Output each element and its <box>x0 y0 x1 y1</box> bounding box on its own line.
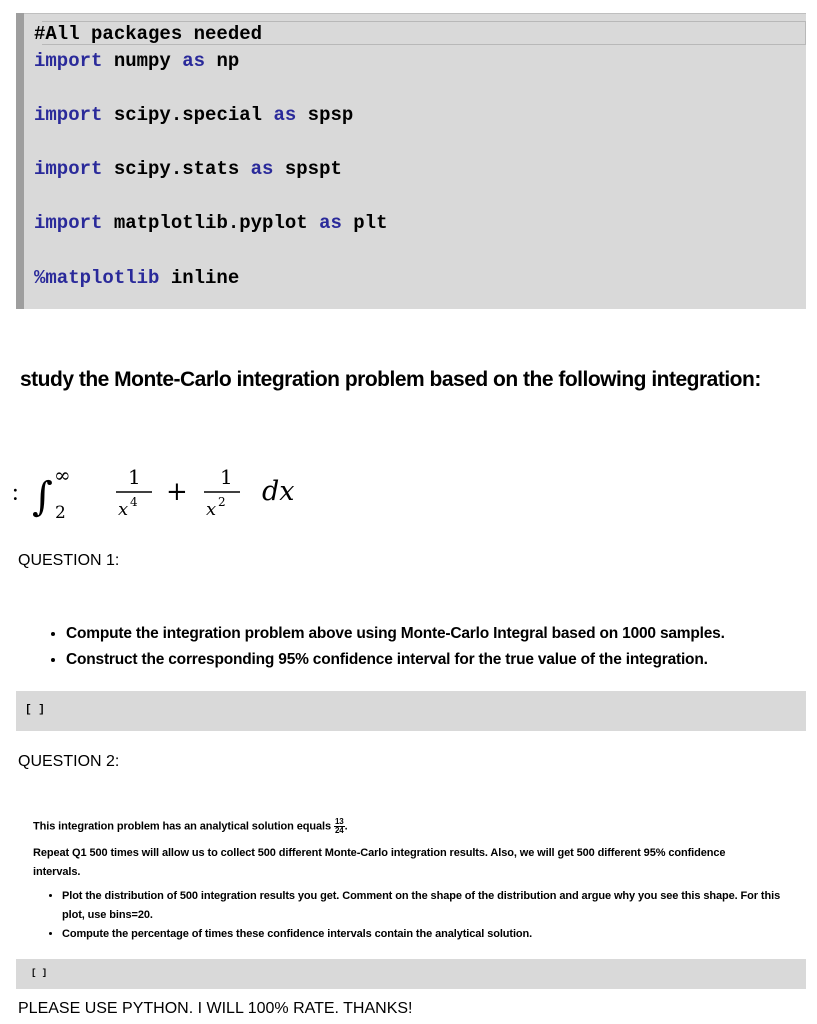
code-token: numpy <box>102 50 183 72</box>
cell-prompt: [ ] <box>25 704 45 716</box>
term2-denominator-base: x <box>206 499 217 520</box>
lower-limit: 2 <box>55 503 66 523</box>
code-token: matplotlib.pyplot <box>102 212 320 234</box>
empty-code-cell-1[interactable] <box>16 691 806 731</box>
integral-formula <box>10 460 330 530</box>
fraction-13-24 <box>334 818 345 835</box>
term1-denominator-base: x <box>118 499 129 520</box>
cell-selection-bar <box>16 13 24 309</box>
repeat-text: Repeat Q1 500 times will allow us to collect 500 different Monte-Carlo integration results. Also, we will get 500 different 95% confidence intervals. <box>33 847 726 878</box>
code-token: import <box>34 212 103 234</box>
code-token: spsp <box>296 104 354 126</box>
question1-list <box>44 621 725 673</box>
code-token: as <box>273 104 297 126</box>
code-token: #All packages needed <box>34 23 263 45</box>
cell-top-border <box>24 13 806 14</box>
code-token: scipy.stats <box>102 158 251 180</box>
code-line-comment <box>34 23 262 45</box>
fraction-denominator: 24 <box>334 826 344 835</box>
term1-numerator: 1 <box>128 465 141 489</box>
code-token: as <box>182 50 206 72</box>
intro-heading: study the Monte-Carlo integration problem based on the following integration: <box>20 368 761 391</box>
code-line-import-scipy-special <box>34 104 353 126</box>
differential: dx <box>262 476 295 507</box>
list-item: • Compute the percentage of times these confidence intervals contain the analytical solution. <box>62 925 802 944</box>
fraction-period: . <box>344 820 348 833</box>
question2-list <box>42 887 802 944</box>
code-cell[interactable] <box>16 13 806 309</box>
cell-prompt: [ ] <box>31 968 48 978</box>
code-line-import-scipy-stats <box>34 158 342 180</box>
code-token: as <box>250 158 274 180</box>
code-line-import-numpy <box>34 50 239 72</box>
list-item: • Compute the integration problem above using Monte-Carlo Integral based on 1000 samples. <box>66 621 725 647</box>
integral-sign: ∫ <box>32 474 53 520</box>
question1-label: QUESTION 1: <box>18 552 120 569</box>
term2-numerator: 1 <box>220 465 233 489</box>
analytic-solution-label: This integration problem has an analytical solution equals <box>33 820 331 833</box>
fraction-numerator: 13 <box>334 817 344 826</box>
code-token: spspt <box>273 158 342 180</box>
empty-code-cell-2[interactable] <box>16 959 806 989</box>
list-item: • Plot the distribution of 500 integration results you get. Comment on the shape of the distribution and argue why you see this shape. For this plot, use bins=20. <box>62 887 802 925</box>
code-line-matplotlib-inline <box>34 267 239 289</box>
code-token: as <box>319 212 342 234</box>
analytic-solution-text <box>33 818 348 835</box>
code-token: import <box>34 158 103 180</box>
code-token: inline <box>159 267 240 289</box>
code-token: scipy.special <box>102 104 274 126</box>
plus-sign: + <box>166 477 188 507</box>
code-token: np <box>205 50 240 72</box>
list-item: • Construct the corresponding 95% confidence interval for the true value of the integration. <box>66 647 725 673</box>
term1-denominator-exponent: 4 <box>130 495 138 509</box>
code-token: plt <box>341 212 388 234</box>
code-token: %matplotlib <box>34 267 160 289</box>
footer-text: PLEASE USE PYTHON. I WILL 100% RATE. THANKS! <box>18 1000 413 1017</box>
formula-prefix: : <box>12 480 19 506</box>
term2-denominator-exponent: 2 <box>218 495 226 509</box>
question2-label: QUESTION 2: <box>18 753 120 770</box>
code-line-import-matplotlib <box>34 212 387 234</box>
code-token: import <box>34 50 103 72</box>
code-token: import <box>34 104 103 126</box>
upper-limit: ∞ <box>54 463 71 487</box>
